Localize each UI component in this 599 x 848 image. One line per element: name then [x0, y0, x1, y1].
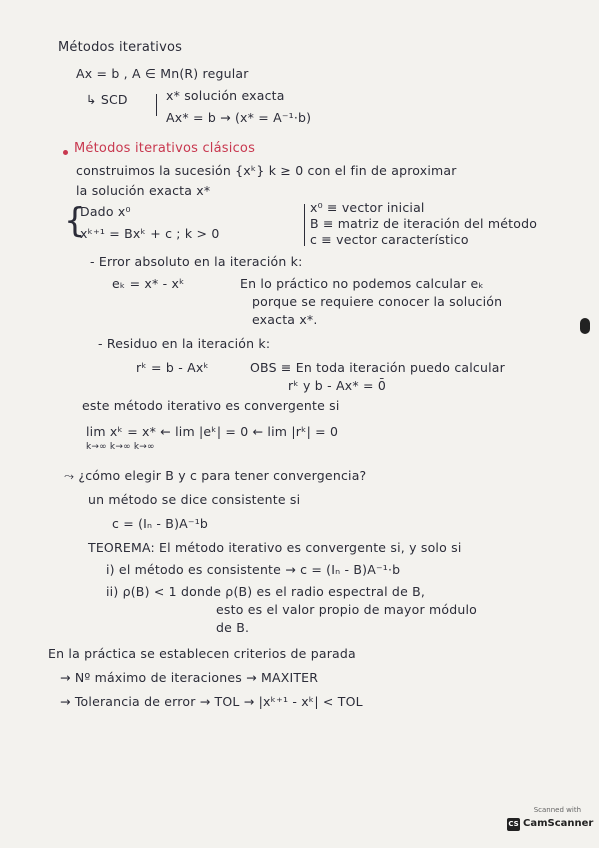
- scanner-watermark: [499, 806, 594, 836]
- theorem-condition-2: ii) ρ(B) < 1 donde ρ(B) es el radio espectral de B,: [106, 584, 426, 599]
- binder-hole: [580, 318, 590, 334]
- scd-label: ↳ SCD: [86, 92, 128, 107]
- system-brace: {: [64, 201, 86, 241]
- system-line: Ax = b , A ∈ Mn(R) regular: [76, 66, 249, 81]
- scanner-name: CamScanner: [523, 818, 594, 829]
- abs-error-note-2: porque se requiere conocer la solución: [252, 294, 503, 309]
- scd-bracket: [156, 94, 157, 116]
- page-title: Métodos iterativos: [58, 40, 183, 55]
- initial-given: Dado x⁰: [80, 204, 131, 219]
- theorem-condition-2-end: de B.: [216, 620, 250, 635]
- def-characteristic-vector: c ≡ vector característico: [310, 232, 469, 247]
- def-iteration-matrix: B ≡ matriz de iteración del método: [310, 216, 538, 231]
- consistency-equation: c = (Iₙ - B)A⁻¹b: [112, 516, 209, 531]
- theorem-condition-1: i) el método es consistente → c = (Iₙ - B)A⁻¹·b: [106, 562, 401, 577]
- abs-error-title: - Error absoluto en la iteración k:: [90, 254, 303, 269]
- scd-solution: x* solución exacta: [166, 88, 285, 103]
- abs-error-equation: eₖ = x* - xᵏ: [112, 276, 185, 291]
- def-initial-vector: x⁰ ≡ vector inicial: [310, 200, 425, 215]
- convergence-line: este método iterativo es convergente si: [82, 398, 340, 413]
- definitions-bar: [304, 204, 305, 246]
- stop-tolerance: → Tolerancia de error → TOL → |xᵏ⁺¹ - xᵏ| < TOL: [60, 694, 363, 709]
- sequence-line-1: construimos la sucesión {xᵏ} k ≥ 0 con el fin de aproximar: [76, 163, 457, 178]
- residual-title: - Residuo en la iteración k:: [98, 336, 271, 351]
- abs-error-note-3: exacta x*.: [252, 312, 318, 327]
- sequence-line-2: la solución exacta x*: [76, 183, 211, 198]
- stopping-criteria-line: En la práctica se establecen criterios de parada: [48, 646, 356, 661]
- scd-equation: Ax* = b → (x* = A⁻¹·b): [166, 110, 312, 125]
- residual-equation: rᵏ = b - Axᵏ: [136, 360, 209, 375]
- residual-obs-1: OBS ≡ En toda iteración puedo calcular: [250, 360, 505, 375]
- theorem-statement: TEOREMA: El método iterativo es convergente si, y solo si: [88, 540, 462, 555]
- camscanner-logo-icon: CS: [507, 818, 520, 831]
- scanned-with-label: Scanned with: [533, 806, 581, 814]
- residual-obs-2: rᵏ y b - Ax* = 0̄: [288, 378, 386, 393]
- classic-methods-heading: Métodos iterativos clásicos: [74, 141, 256, 156]
- theorem-condition-2-cont: esto es el valor propio de mayor módulo: [216, 602, 477, 617]
- choice-question: ⤳ ¿cómo elegir B y c para tener convergencia?: [64, 468, 367, 483]
- consistency-definition: un método se dice consistente si: [88, 492, 301, 507]
- iteration-formula: xᵏ⁺¹ = Bxᵏ + c ; k > 0: [80, 226, 220, 241]
- limits-subscript: k→∞ k→∞ k→∞: [86, 442, 155, 452]
- stop-max-iterations: → Nº máximo de iteraciones → MAXITER: [60, 670, 319, 685]
- heading-bullet: [63, 150, 68, 155]
- limits-line: lim xᵏ = x* ← lim |eᵏ| = 0 ← lim |rᵏ| = 0: [86, 424, 339, 439]
- abs-error-note-1: En lo práctico no podemos calcular eₖ: [240, 276, 484, 291]
